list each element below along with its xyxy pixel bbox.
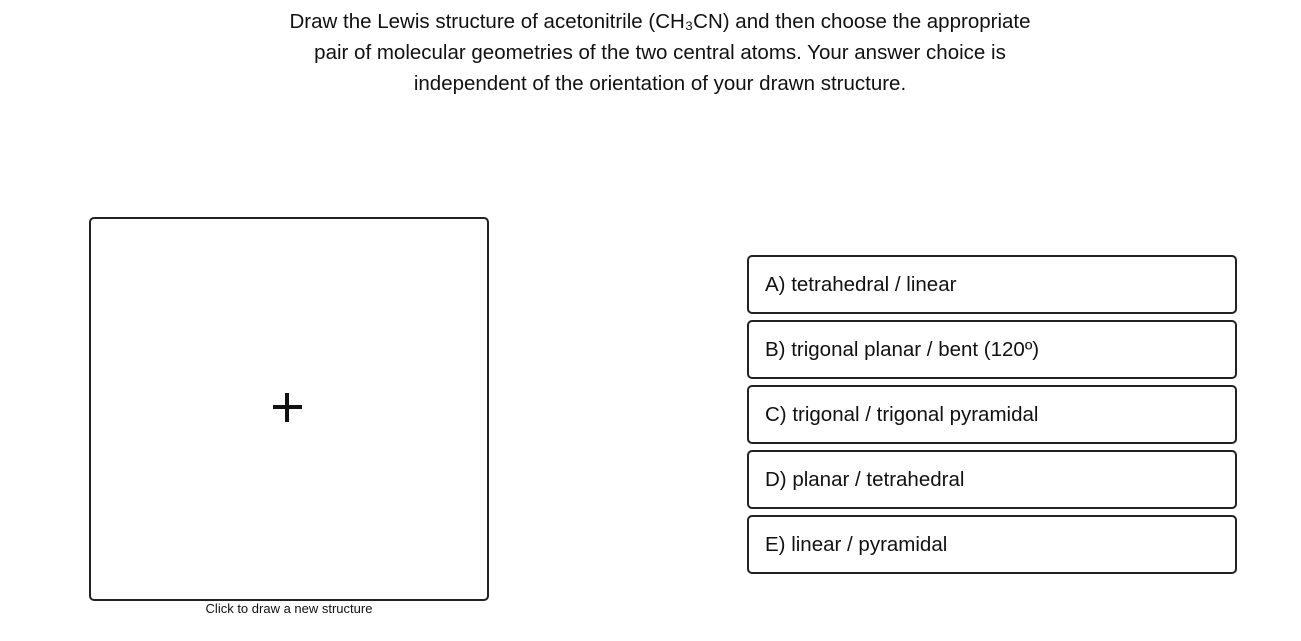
draw-hint-text: Click to draw a new structure	[205, 601, 373, 616]
choice-e-label: E) linear / pyramidal	[765, 532, 948, 556]
question-text	[240, 6, 1080, 99]
choice-a-button[interactable]	[747, 255, 1237, 314]
question-line-3: independent of the orientation of your drawn structure.	[413, 72, 907, 95]
choice-c-button[interactable]	[747, 385, 1237, 444]
choice-b-label: B) trigonal planar / bent (120º)	[765, 337, 1040, 361]
choice-e-button[interactable]	[747, 515, 1237, 574]
question-line-1: Draw the Lewis structure of acetonitrile (CH₃CN) and then choose the appropriate	[289, 10, 1031, 33]
answer-choices	[747, 255, 1237, 580]
choice-d-button[interactable]	[747, 450, 1237, 509]
plus-icon[interactable]	[270, 390, 304, 424]
choice-b-button[interactable]	[747, 320, 1237, 379]
choice-a-label: A) tetrahedral / linear	[765, 272, 957, 296]
choice-c-label: C) trigonal / trigonal pyramidal	[765, 402, 1039, 426]
choice-d-label: D) planar / tetrahedral	[765, 467, 965, 491]
question-line-2: pair of molecular geometries of the two central atoms. Your answer choice is	[314, 41, 1006, 64]
